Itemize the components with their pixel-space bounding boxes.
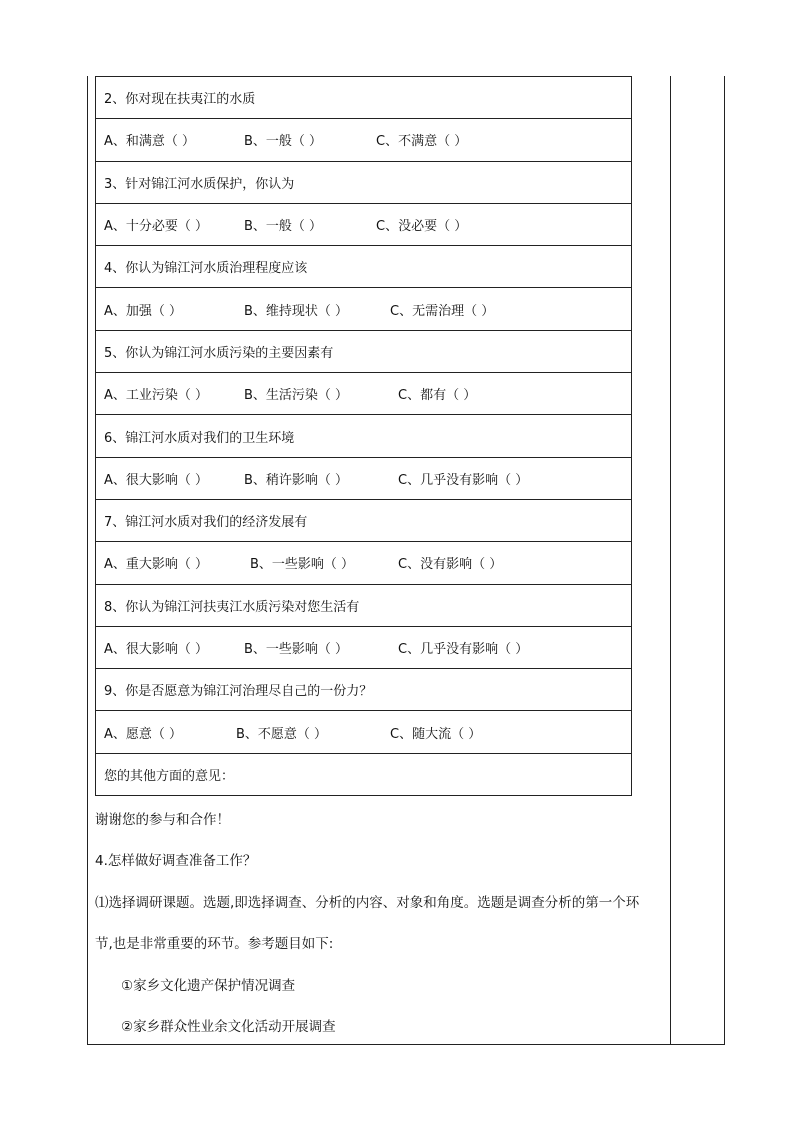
question-text: 您的其他方面的意见： — [104, 769, 235, 785]
question-text: 8、你认为锦江河扶夷江水质污染对您生活有 — [104, 599, 360, 615]
option-a: A、和满意（ ） — [104, 134, 196, 150]
survey-options — [96, 373, 631, 415]
option-a: A、愿意（ ） — [104, 726, 183, 742]
option-c: C、不满意（ ） — [376, 134, 468, 150]
survey-question — [96, 669, 631, 711]
survey-table — [95, 76, 632, 796]
question-text: 4、你认为锦江河水质治理程度应该 — [104, 261, 308, 277]
question-text: 7、锦江河水质对我们的经济发展有 — [104, 515, 308, 531]
question-text: 5、你认为锦江河水质污染的主要因素有 — [104, 345, 334, 361]
survey-options — [96, 627, 631, 669]
option-c: C、没必要（ ） — [376, 219, 468, 235]
survey-options — [96, 204, 631, 246]
body-paragraph: 谢谢您的参与和合作！ — [95, 812, 230, 828]
survey-options — [96, 542, 631, 584]
question-text: 2、你对现在扶夷江的水质 — [104, 92, 256, 108]
option-a: A、很大影响（ ） — [104, 642, 209, 657]
survey-options — [96, 119, 631, 161]
option-b: B、稍许影响（ ） — [244, 472, 349, 488]
body-paragraph: ⑴选择调研课题。选题,即选择调查、分析的内容、对象和角度。选题是调查分析的第一个环 — [95, 895, 640, 911]
right-column-divider — [670, 76, 671, 1045]
option-b: B、生活污染（ ） — [244, 388, 349, 404]
survey-question — [96, 77, 631, 119]
question-text: 6、锦江河水质对我们的卫生环境 — [104, 430, 295, 446]
survey-options — [96, 288, 631, 330]
option-c: C、都有（ ） — [398, 388, 477, 404]
option-b: B、一般（ ） — [244, 134, 323, 150]
option-b: B、一些影响（ ） — [244, 642, 349, 657]
option-a: A、很大影响（ ） — [104, 472, 209, 488]
option-c: C、随大流（ ） — [390, 726, 482, 742]
option-c: C、无需治理（ ） — [390, 303, 495, 319]
option-a: A、加强（ ） — [104, 303, 183, 319]
option-c: C、几乎没有影响（ ） — [398, 472, 529, 488]
body-paragraph: ②家乡群众性业余文化活动开展调查 — [121, 1019, 336, 1035]
survey-options — [96, 458, 631, 500]
option-c: C、没有影响（ ） — [398, 557, 503, 573]
survey-question — [96, 246, 631, 288]
survey-question — [96, 415, 631, 457]
body-paragraph: 4.怎样做好调查准备工作？ — [95, 853, 257, 869]
question-text: 9、你是否愿意为锦江河治理尽自己的一份力？ — [104, 684, 373, 700]
survey-options — [96, 711, 631, 753]
body-paragraph: ①家乡文化遗产保护情况调查 — [121, 978, 296, 994]
survey-question — [96, 585, 631, 627]
survey-question — [96, 500, 631, 542]
survey-question — [96, 754, 631, 796]
option-c: C、几乎没有影响（ ） — [398, 642, 529, 657]
option-b: B、一般（ ） — [244, 219, 323, 235]
option-b: B、维持现状（ ） — [244, 303, 349, 319]
option-a: A、工业污染（ ） — [104, 388, 209, 404]
question-text: 3、针对锦江河水质保护，你认为 — [104, 176, 295, 192]
survey-question — [96, 162, 631, 204]
option-a: A、十分必要（ ） — [104, 219, 209, 235]
option-a: A、重大影响（ ） — [104, 557, 209, 573]
body-paragraph: 节,也是非常重要的环节。参考题目如下: — [95, 936, 334, 952]
option-b: B、一些影响（ ） — [250, 557, 355, 573]
survey-question — [96, 331, 631, 373]
option-b: B、不愿意（ ） — [236, 726, 328, 742]
